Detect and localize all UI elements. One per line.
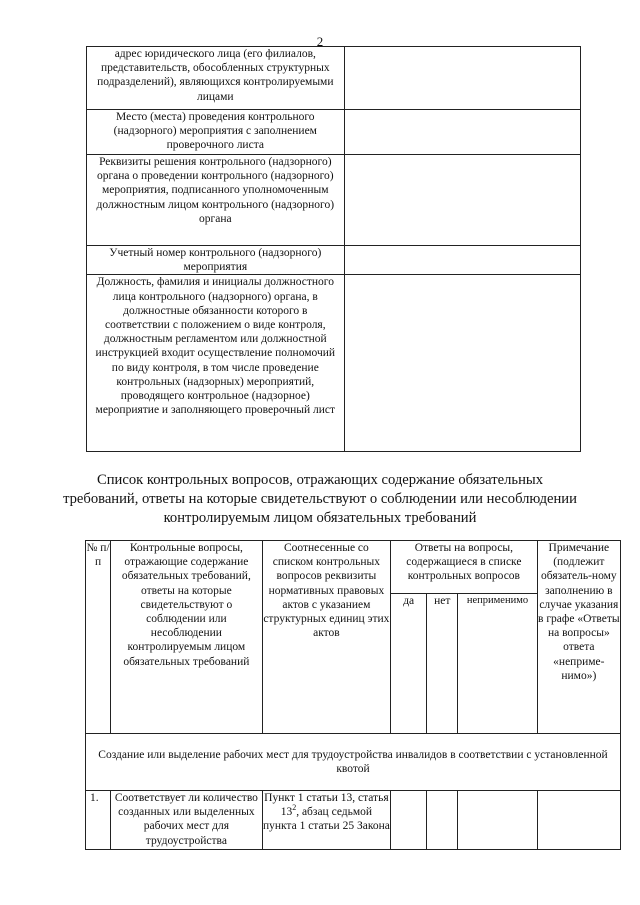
page-number: 2 xyxy=(316,34,324,49)
row-question: Соответствует ли количество созданных или выделенных рабочих мест для трудоустройства xyxy=(111,791,263,850)
row-acts-superscript: 2 xyxy=(292,803,297,813)
info-value-address xyxy=(344,47,580,110)
info-label-address: адрес юридического лица (его филиалов, представительств, обособленных структурных подразделений), являющихся контролируемыми лицами xyxy=(87,47,345,110)
info-row xyxy=(87,110,581,155)
col-number-header: № п/п xyxy=(86,541,111,734)
row-answer-yes xyxy=(391,791,427,850)
row-answer-na xyxy=(458,791,537,850)
info-row xyxy=(87,155,581,246)
row-answer-no xyxy=(427,791,458,850)
info-label-place: Место (места) проведения контрольного (надзорного) мероприятия с заполнением проверочного листа xyxy=(87,110,345,155)
info-label-decision: Реквизиты решения контрольного (надзорного) органа о проведении контрольного (надзорного) мероприятия, подписанного уполномоченным должностным лицом контрольного (надзорного) органа xyxy=(87,155,345,246)
info-value-record-number xyxy=(344,246,580,275)
col-yes-header: да xyxy=(391,594,427,734)
info-label-official: Должность, фамилия и инициалы должностного лица контрольного (надзорного) органа, в должностные обязанности которого в соответствии с положением о виде контроля, должностным регламентом или должностной инструкцией входит осуществление полномочий по виду контроля, в том числе проведение контрольных (надзорных) мероприятий, проводящего контрольное (надзорное) мероприятие и заполняющего проверочный лист xyxy=(87,275,345,452)
col-acts-header: Соотнесенные со списком контрольных вопросов реквизиты нормативных правовых актов с указанием структурных единиц этих актов xyxy=(262,541,390,734)
row-number: 1. xyxy=(86,791,111,850)
checklist-heading: Список контрольных вопросов, отражающих содержание обязательных требований, ответы на которые свидетельствуют о соблюдении или несоблюдении контролируемым лицом обязательных требований xyxy=(63,472,577,526)
row-acts-a: Пункт 1 статьи 13, статья 13 xyxy=(264,792,389,819)
col-no-header: нет xyxy=(427,594,458,734)
row-acts-b: , абзац седьмой пункта 1 статьи 25 Закона xyxy=(262,806,390,833)
info-label-record-number: Учетный номер контрольного (надзорного) мероприятия xyxy=(87,246,345,275)
info-value-place xyxy=(344,110,580,155)
info-row xyxy=(87,47,581,110)
info-row xyxy=(87,275,581,452)
col-answers-header: Ответы на вопросы, содержащиеся в списке контрольных вопросов xyxy=(391,541,538,594)
info-row xyxy=(87,246,581,275)
col-questions-header: Контрольные вопросы, отражающие содержание обязательных требований, ответы на которые свидетельствуют о соблюдении или несоблюдении контролируемым лицом обязательных требований xyxy=(111,541,263,734)
table-row xyxy=(86,791,621,850)
info-table xyxy=(86,46,581,452)
col-na-header: неприменимо xyxy=(458,594,537,734)
row-note xyxy=(537,791,620,850)
info-value-decision xyxy=(344,155,580,246)
col-note-header: Примечание (подлежит обязатель-ному заполнению в случае указания в графе «Ответы на вопросы» ответа «неприме-нимо») xyxy=(537,541,620,734)
info-value-official xyxy=(344,275,580,452)
checklist-table xyxy=(85,540,621,850)
section-heading: Создание или выделение рабочих мест для трудоустройства инвалидов в соответствии с установленной квотой xyxy=(86,734,621,791)
row-acts xyxy=(262,791,390,850)
